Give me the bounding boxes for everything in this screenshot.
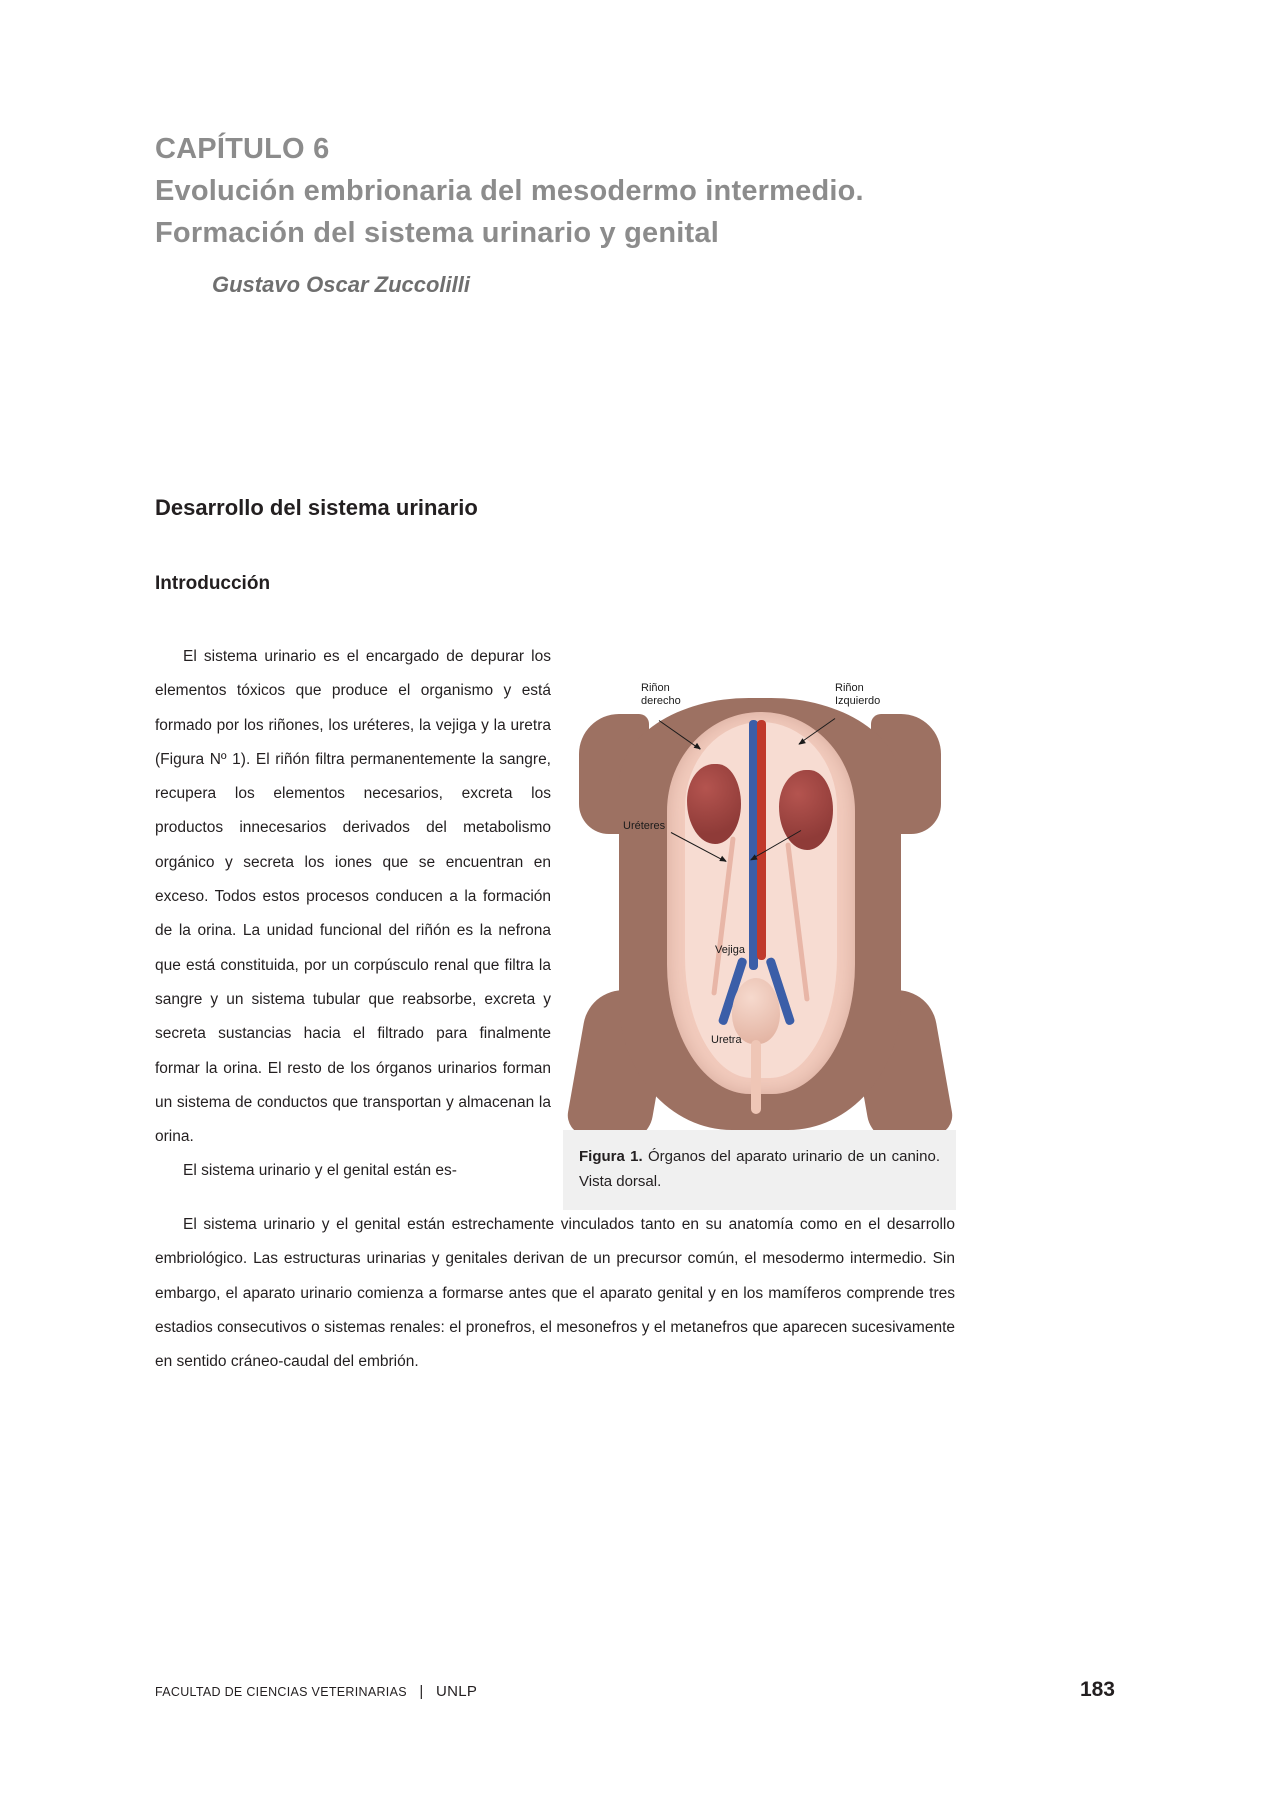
section-heading: Desarrollo del sistema urinario (155, 495, 478, 520)
label-ureters: Uréteres (623, 820, 666, 832)
paragraph-2-lead: El sistema urinario y el genital están es- (183, 1162, 457, 1180)
footer-separator: | (419, 1683, 424, 1700)
footer-institution: FACULTAD DE CIENCIAS VETERINARIAS (155, 1685, 407, 1699)
chapter-label: CAPÍTULO 6 (155, 133, 330, 165)
urinary-system-illustration (563, 660, 956, 1130)
footer-institution-block (155, 1683, 477, 1700)
page-footer (155, 1678, 1115, 1702)
chapter-title-line-1: Evolución embrionaria del mesodermo intermedio. (155, 175, 864, 207)
label-kidney-left-line1: Riñon (835, 682, 864, 694)
label-kidney-right (641, 682, 681, 708)
illustration-aorta (757, 720, 766, 960)
paragraph-2: El sistema urinario y el genital están estrechamente vinculados tanto en su anatomía como en el desarrollo embriológico. Las estructuras urinarias y genitales derivan de un precursor común, el mesodermo intermedio. Sin embargo, el aparato urinario comienza a formarse antes que el aparato genital y en los mamíferos comprende tres estadios consecutivos o sistemas renales: el pronefros, el mesonefros y el metanefros que aparecen sucesivamente en sentido cráneo-caudal del embrión. (155, 1216, 955, 1371)
body-full-width (155, 1208, 955, 1379)
paragraph-1: El sistema urinario es el encargado de depurar los elementos tóxicos que produce el organismo y está formado por los riñones, los uréteres, la vejiga y la uretra (Figura Nº 1). El riñón filtra permanentemente la sangre, recupera los elementos necesarios, excreta los productos innecesarios derivados del metabolismo orgánico y secreta los iones que se encuentran en exceso. Todos estos procesos conducen a la formación de la orina. La unidad funcional del riñón es la nefrona que está constituida, por un corpúsculo renal que filtra la sangre y un sistema tubular que reabsorbe, excreta y secreta sustancias hacia el filtrado para finalmente formar la orina. El resto de los órganos urinarios forman un sistema de conductos que transportan y almacenan la orina. (155, 648, 551, 1146)
figure-1-caption-label: Figura 1. (579, 1148, 643, 1165)
page-number: 183 (1079, 1678, 1115, 1701)
illustration-urethra (751, 1040, 761, 1114)
chapter-author: Gustavo Oscar Zuccolilli (212, 272, 470, 297)
footer-university: UNLP (435, 1683, 478, 1700)
figure-1-image (563, 660, 956, 1130)
body-column-left (155, 640, 551, 1189)
label-kidney-left-line2: Izquierdo (835, 695, 881, 707)
illustration-kidney-right (687, 764, 741, 844)
label-kidney-right-line2: derecho (641, 695, 681, 707)
chapter-heading (155, 128, 1115, 298)
figure-1-caption-text: Órganos del aparato urinario de un canino. Vista dorsal. (579, 1148, 940, 1190)
label-urethra: Uretra (711, 1034, 742, 1046)
figure-1-caption (563, 1130, 956, 1210)
subsection-heading: Introducción (155, 573, 271, 594)
label-kidney-left (835, 682, 880, 708)
chapter-title-line-2: Formación del sistema urinario y genital (155, 217, 719, 249)
figure-1 (563, 660, 956, 1210)
label-kidney-right-line1: Riñon (641, 682, 670, 694)
label-bladder: Vejiga (715, 944, 745, 956)
